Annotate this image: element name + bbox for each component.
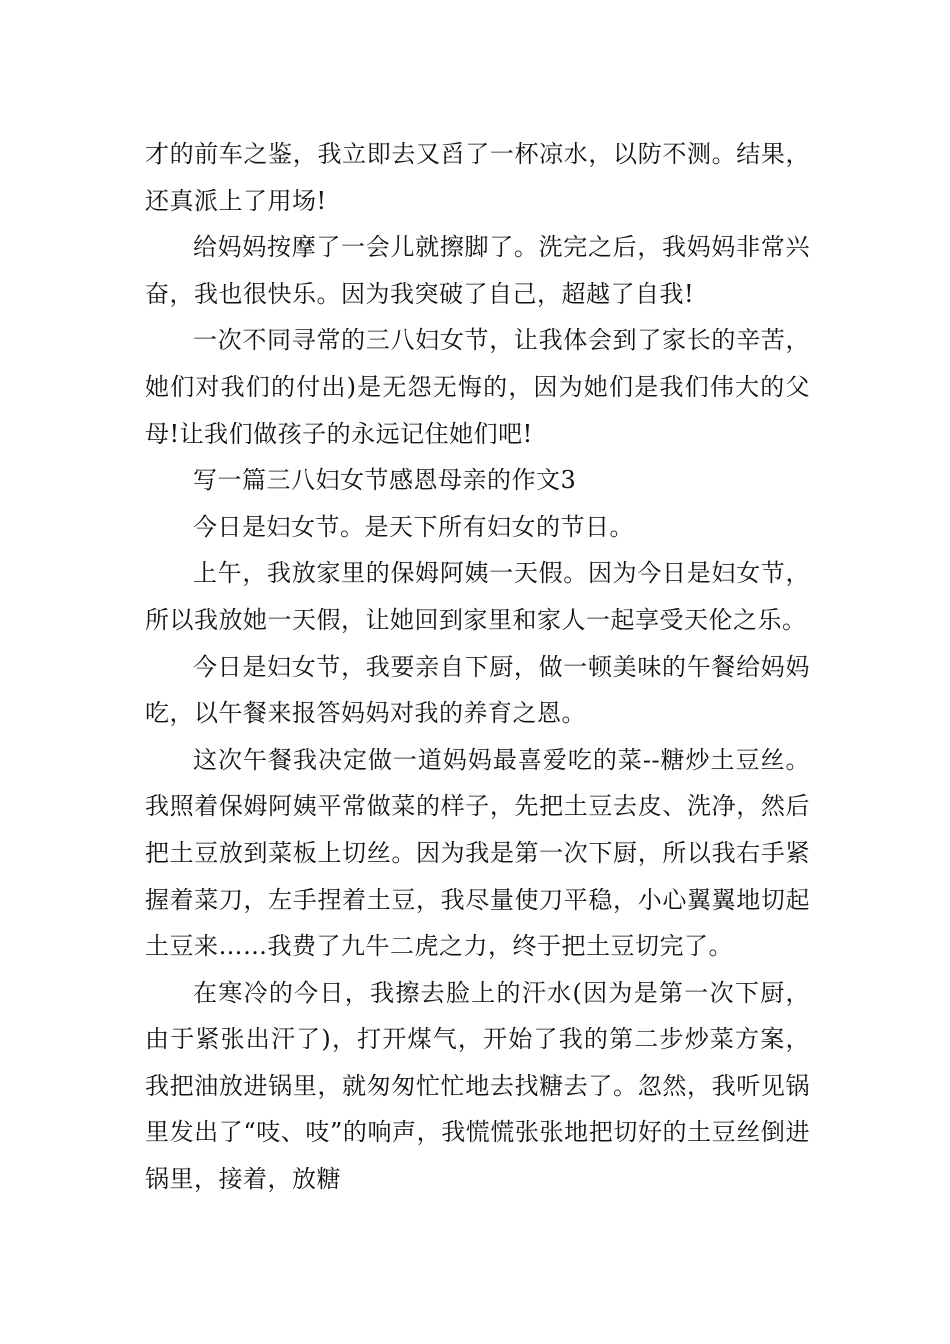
section-heading: 写一篇三八妇女节感恩母亲的作文3	[193, 466, 577, 495]
paragraph-6: 上午，我放家里的保姆阿姨一天假。因为今日是妇女节，所以我放她一天假，让她回到家里和家人一起享受天伦之乐。	[145, 559, 810, 634]
paragraph-5: 今日是妇女节。是天下所有妇女的节日。	[193, 512, 634, 541]
document-page	[145, 131, 810, 1203]
paragraph-1: 才的前车之鉴，我立即去又舀了一杯凉水，以防不测。结果，还真派上了用场!	[145, 140, 810, 215]
paragraph-2: 给妈妈按摩了一会儿就擦脚了。洗完之后，我妈妈非常兴奋，我也很快乐。因为我突破了自己，超越了自我!	[145, 233, 810, 308]
paragraph-7: 今日是妇女节，我要亲自下厨，做一顿美味的午餐给妈妈吃，以午餐来报答妈妈对我的养育之恩。	[145, 652, 810, 728]
paragraph-9: 在寒冷的今日，我擦去脸上的汗水(因为是第一次下厨，由于紧张出汗了)，打开煤气，开始了我的第二步炒菜方案，我把油放进锅里，就匆匆忙忙地去找糖去了。忽然，我听见锅里发出了“吱、吱”的响声，我慌慌张张地把切好的土豆丝倒进锅里，接着，放糖	[145, 978, 810, 1194]
paragraph-8: 这次午餐我决定做一道妈妈最喜爱吃的菜--糖炒土豆丝。我照着保姆阿姨平常做菜的样子，先把土豆去皮、洗净，然后把土豆放到菜板上切丝。因为我是第一次下厨，所以我右手紧握着菜刀，左手捏着土豆，我尽量使刀平稳，小心翼翼地切起土豆来……我费了九牛二虎之力，终于把土豆切完了。	[145, 745, 810, 961]
paragraph-3: 一次不同寻常的三八妇女节，让我体会到了家长的辛苦，她们对我们的付出)是无怨无悔的，因为她们是我们伟大的父母!让我们做孩子的永远记住她们吧!	[145, 326, 810, 448]
